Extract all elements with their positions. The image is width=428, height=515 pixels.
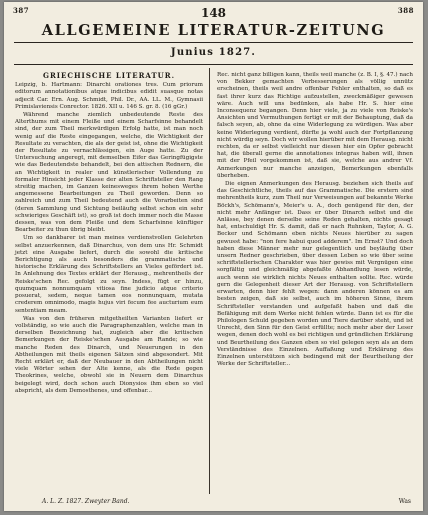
- month-rule: [14, 64, 413, 65]
- left-paragraph-1: Während manche ziemlich unbedeutende Reste des Alterthums mit einem Fleiße und einem Scharfsinne behandelt sind, der zum Theil merkwürdigen Erfolg hatte, ist man noch wenig auf die Reste eingegangen, welche, die Wichtigkeit der Resultate zu verachten, die als der geist ist, ohne die Wichtigkeit der Resultate zu vernachlässigen, ein Auge hatte. Zu der Untersuchung angeregt, mit demselben Eifer das Geringfügigste wie das Bedeutendste behandelt, bei den attischen Rednern, die an Wichtigkeit in realer und künstlerischer Vollendung zu formaler Hinsicht jeder Klasse der alten Schriftsteller den Rang streitig machen, im Ganzen keinesweges ihrem hohen Werthe angemessene Bearbeitungen zu Theil geworden. Denn so zahlreich und zum Theil bedeutend auch die Vorarbeiten sind (deren Sammlung und Sichtung beiläufig selbst schon ein sehr schwieriges Geschäft ist), so groß ist doch immer noch die Masse dessen, was von dem Fleiße und dem Scharfsinne künftiger Bearbeiter zu thun übrig bleibt.: [15, 112, 203, 234]
- catchword: Was: [398, 498, 411, 505]
- journal-page: [4, 2, 423, 511]
- section-title: GRIECHISCHE LITERATUR.: [42, 71, 176, 80]
- masthead-rule: [14, 42, 413, 43]
- page-number: 148: [200, 6, 227, 20]
- left-corner-number: 387: [13, 6, 30, 15]
- issue-month: Junius 1827.: [170, 47, 257, 58]
- right-column: [217, 72, 413, 369]
- bibliographic-entry: Leipzig, b. Hartmann: Dinarchi orationes tres. Cum priorum editorum annotationibus atque indicibus edidit suasque notas adjecit Car. Ern. Aug. Schmidt, Phil. Dr., AA. LL. M., Gymnasii Primislaviensis Conrector. 1826. XII u. 146 S. gr. 8. (16 gGr.): [15, 82, 203, 110]
- left-paragraph-3: Was von den früheren mitgetheilten Varianten liefert er vollständig, so wie auch die Paragraphenzahlen, welche man in derselben Bezeichnung hat, zugleich aber die kritischen Bemerkungen der Reiske'schen Ausgabe am Rande; so wie manche Reden des Dinarch, und Neuerungen in den Abtheilungen mit theils eigenen Sätzen sind abgesondert. Mit Recht erklärt er, daß der Neubauer in den Abtheilungen nicht viele Wörter sehen der Alte kenne, als die Rede gegen Theokrines, welche, obwohl sie in Neuern dem Dinarchus beigelegt wird, doch schon auch Dionysios ihm eben so viel abspricht, als dem Demosthenes, und offenbar...: [15, 315, 203, 394]
- right-paragraph-1: Rec. nicht ganz billigen kann, theils weil manche (z. B. I, §. 47.) nach von Bekker gemachten Verbesserungen als völlig unnütz erscheinen, theils weil andre offenbar Fehler enthalten, so daß es fast ihrer kurz das Richtige aufzustellen, zweckmäßiger gewesen wäre. Auch will uns bedünken, als habe Hr. S. hier eine Inconsequenz begangen. Denn hier viele, ja zu viele von Reiske's Ansichten und Vermuthungen fertigt er mit der Behauptung, daß da falsch seyen, ab, ohne da eine Widerlegung zu würdigen. Was aber keine Widerlegung verdient, dürfte ja wohl auch der Fortpflanzung nicht würdig seyn. Doch wir wollen hierüber mit dem Herausg. nicht rechten, da er selbst vielleicht nur diesen hier ein Opfer gebracht hat, die überall gerne die annotationes integras haben will, ihnen mit der Pfeil vorgekommen ist, daß sie, welche aus andrer Vf. Anmerkungen nur manche anzeigen, Bemerkungen ebenfalls überheben.: [217, 72, 414, 179]
- column-divider: [209, 68, 210, 494]
- journal-masthead: ALLGEMEINE LITERATUR-ZEITUNG: [41, 22, 386, 39]
- right-corner-number: 388: [397, 6, 414, 15]
- right-paragraph-2: Die eignen Anmerkungen des Herausg. beziehen sich theils auf das Geschichtliche, theils auf das Grammatische. Die erstern sind mehrentheils kurz, zum Theil nur Verweisungen auf bekannte Werke Böckh's, Schömann's, Meier's u. A., doch genügend für den, der nicht mehr Anfänger ist. Dass er über Dinarch selbst und die Anlässe, bey denen derselbe seine Reden gehalten, nichts gesagt hat, entschuldigt Hr. S. damit, daß er nach Ruhnken, Taylor, A. G. Becker und Schömann eben nichts Neues hierüber zu sagen gewusst habe: "non fere habui quod adderem". Im Ernst? Und doch haben diese Männer mehr nur gelegentlich und beyläufig über unsern Redner geschrieben, über dessen Leben so wie über seine schriftstellerischen Charakter was hier gewiss mit Vergnügen eine sorgfältig und gleichmäßig abgefaßte Abhandlung lesen würde, auch wenn sie wirklich nichts Neues enthalten sollte. Rec. würde gern die Gelegenheit dieser Art der Herausg. von Schriftstellern erwarten, denn hier fehlt wegen: dann anderen können es am besten zeigen, daß sie selbst, auch im höheren Sinne, ihrem Schriftsteller verstanden und aufgefaßt haben und daß die Befähigung mit dem Werke nicht fehlen würde. Dann ist es für die Philologen Schuld gegeben worden und Tiere darüber steht, und ist Unrecht, den Sinn für den Geist erfüllte; noch mehr aber der Leser wegen, denen doch wohl es bei richtigen und gründlichen Erklärung und Beurtheilung des Ganzen eben so viel gelegen seyn als an dem Verständnisse des Einzelnen. Auffaßung und Erklärung des Einzelnen unterstützen sich bedingend mit der Beurtheilung der Werke der Schriftsteller...: [217, 181, 413, 368]
- volume-imprint: A. L. Z. 1827. Zweyter Band.: [42, 498, 130, 505]
- left-column: [15, 72, 203, 396]
- left-paragraph-2: Um so dankbarer ist man meines verdienstvollen Gelehrten selbst anzuerkennen, daß Dinarchus, von dem uns Hr. Schmidt jetzt eine Ausgabe liefert, durch die sowohl die kritische Berichtigung als auch besonders die grammatische und historische Erklärung des Schriftstellers an Vieles gefördert ist. In Anlehnung des Textes erklärt der Herausg., mehrentheils der Reiske'schen Rec. gefolgt zu seyn. Indess, fügt er hinzu, quumquam nonnumquam vitiosa fine judicio atque criterio posuerat, sedem, neque tamen eos nonnunquam, mutata crederem omnimodo, magis hujus viri fecum fee aucturium eum sententiam meam.: [15, 235, 203, 314]
